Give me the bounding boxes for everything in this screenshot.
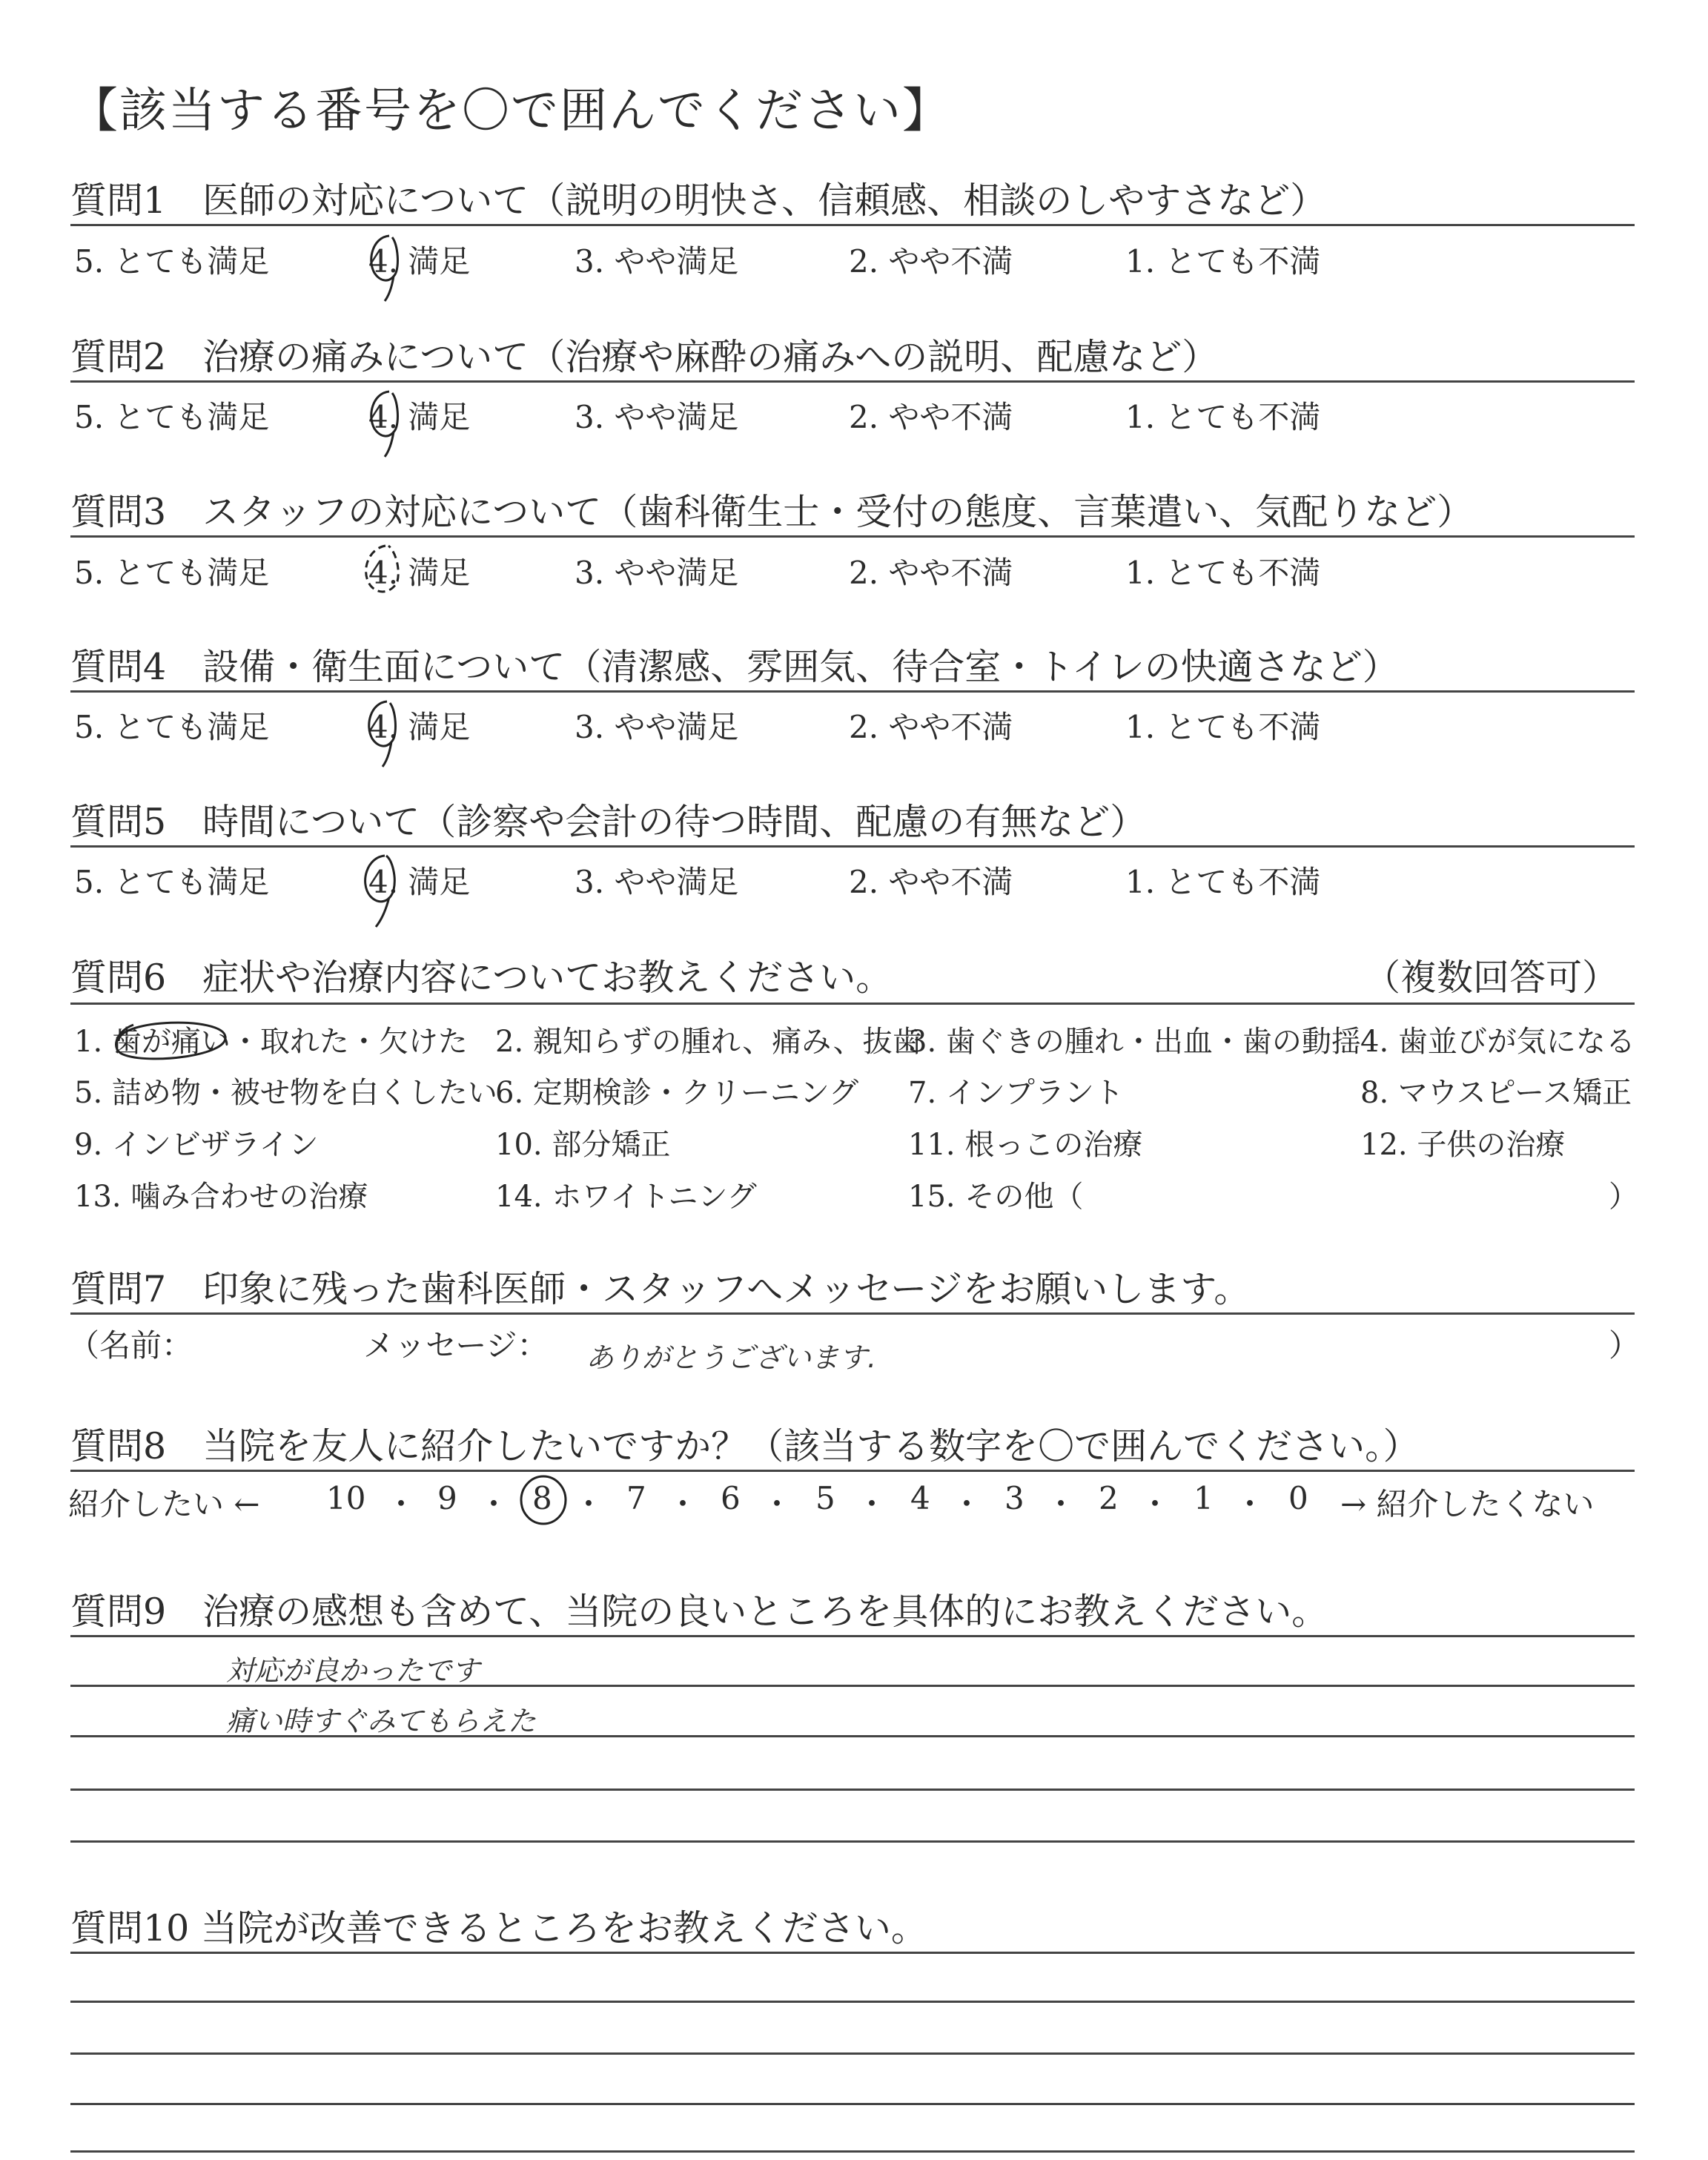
answer-line xyxy=(70,1789,1635,1791)
scale-dot: ・ xyxy=(1234,1486,1266,1522)
option-4[interactable]: 4. 満足 xyxy=(368,864,471,900)
option-5[interactable]: 5. とても満足 xyxy=(74,709,270,745)
question-7-title: 質問7 印象に残った歯科医師・スタッフへメッセージをお願いします。 xyxy=(70,1268,1251,1310)
answer-text-line-1[interactable]: 対応が良かったです xyxy=(226,1654,480,1687)
question-8-rule xyxy=(70,1470,1635,1472)
option-1[interactable]: 1. とても不満 xyxy=(1125,399,1321,435)
scale-10[interactable]: 10 xyxy=(326,1480,366,1516)
question-1-title: 質問1 医師の対応について（説明の明快さ、信頼感、相談のしやすさなど） xyxy=(70,179,1327,222)
q6-option-2[interactable]: 2. 親知らずの腫れ、痛み、抜歯 xyxy=(495,1025,922,1059)
question-9-rule xyxy=(70,1635,1635,1637)
scale-0[interactable]: 0 xyxy=(1288,1480,1308,1516)
question-3-title: 質問3 スタッフの対応について（歯科衛生士・受付の態度、言葉遣い、気配りなど） xyxy=(70,491,1474,533)
question-4-rule xyxy=(70,690,1635,693)
option-5[interactable]: 5. とても満足 xyxy=(74,555,270,591)
q6-option-4[interactable]: 4. 歯並びが気になる xyxy=(1360,1025,1635,1059)
option-1[interactable]: 1. とても不満 xyxy=(1125,864,1321,900)
q6-option-10[interactable]: 10. 部分矯正 xyxy=(495,1128,671,1162)
answer-line xyxy=(70,1840,1635,1843)
question-1-rule xyxy=(70,224,1635,226)
q6-option-7[interactable]: 7. インプラント xyxy=(908,1076,1124,1110)
question-6-rule xyxy=(70,1003,1635,1005)
selection-circle xyxy=(515,1472,575,1531)
question-6-title: 質問6 症状や治療内容についてお教えください。 xyxy=(70,957,893,999)
option-4[interactable]: 4. 満足 xyxy=(368,243,471,280)
scale-dot: ・ xyxy=(667,1486,699,1522)
option-3[interactable]: 3. やや満足 xyxy=(575,399,739,435)
scale-dot: ・ xyxy=(856,1486,888,1522)
option-3[interactable]: 3. やや満足 xyxy=(575,243,739,280)
scale-dot: ・ xyxy=(573,1486,605,1522)
option-3[interactable]: 3. やや満足 xyxy=(575,864,739,900)
question-8-title: 質問8 当院を友人に紹介したいですか？（該当する数字を〇で囲んでください。） xyxy=(70,1425,1420,1467)
scale-7[interactable]: 7 xyxy=(626,1480,646,1516)
q6-option-5[interactable]: 5. 詰め物・被せ物を白くしたい xyxy=(74,1076,497,1110)
q6-option-8[interactable]: 8. マウスピース矯正 xyxy=(1360,1076,1632,1110)
question-4-title: 質問4 設備・衛生面について（清潔感、雰囲気、待合室・トイレの快適さなど） xyxy=(70,646,1399,688)
question-3-rule xyxy=(70,535,1635,538)
q6-option-11[interactable]: 11. 根っこの治療 xyxy=(908,1128,1143,1162)
question-10-rule xyxy=(70,1952,1635,1954)
selection-mark xyxy=(357,696,417,770)
option-4[interactable]: 4. 満足 xyxy=(368,709,471,745)
option-4[interactable]: 4. 満足 xyxy=(368,555,471,591)
scale-dot: ・ xyxy=(478,1486,510,1522)
option-2[interactable]: 2. やや不満 xyxy=(849,555,1013,591)
scale-4[interactable]: 4 xyxy=(910,1480,930,1516)
question-5-title: 質問5 時間について（診察や会計の待つ時間、配慮の有無など） xyxy=(70,801,1147,843)
option-3[interactable]: 3. やや満足 xyxy=(575,709,739,745)
scale-dot: ・ xyxy=(951,1486,983,1522)
question-2-rule xyxy=(70,380,1635,383)
selection-mark xyxy=(360,386,419,460)
option-5[interactable]: 5. とても満足 xyxy=(74,243,270,280)
answer-line xyxy=(70,2001,1635,2003)
selection-mark xyxy=(352,850,419,931)
message-label: メッセージ： xyxy=(363,1327,549,1364)
q6-option-15-other[interactable]: 15. その他（ xyxy=(908,1180,1084,1214)
option-4[interactable]: 4. 満足 xyxy=(368,399,471,435)
answer-line xyxy=(70,2052,1635,2055)
q6-option-12[interactable]: 12. 子供の治療 xyxy=(1360,1128,1566,1162)
option-5[interactable]: 5. とても満足 xyxy=(74,864,270,900)
form-heading: 【該当する番号を〇で囲んでください】 xyxy=(70,84,951,139)
scale-3[interactable]: 3 xyxy=(1004,1480,1025,1516)
q6-option-13[interactable]: 13. 噛み合わせの治療 xyxy=(74,1180,368,1214)
q6-other-close: ） xyxy=(1609,1180,1638,1214)
option-2[interactable]: 2. やや不満 xyxy=(849,399,1013,435)
selection-mark xyxy=(360,230,419,304)
option-1[interactable]: 1. とても不満 xyxy=(1125,555,1321,591)
option-2[interactable]: 2. やや不満 xyxy=(849,709,1013,745)
scale-dot: ・ xyxy=(1139,1486,1171,1522)
scale-right-label: → 紹介したくない xyxy=(1340,1486,1595,1522)
scale-2[interactable]: 2 xyxy=(1099,1480,1119,1516)
q6-option-14[interactable]: 14. ホワイトニング xyxy=(495,1180,757,1214)
multiple-answers-note: （複数回答可） xyxy=(1364,957,1619,999)
answer-text-line-2[interactable]: 痛い時すぐみてもらえた xyxy=(226,1705,537,1737)
q6-option-9[interactable]: 9. インビザライン xyxy=(74,1128,319,1162)
scale-9[interactable]: 9 xyxy=(437,1480,457,1516)
answer-line xyxy=(70,2150,1635,2153)
answer-line xyxy=(70,2103,1635,2105)
selection-mark xyxy=(354,540,421,614)
question-5-rule xyxy=(70,845,1635,848)
scale-dot: ・ xyxy=(1045,1486,1077,1522)
option-2[interactable]: 2. やや不満 xyxy=(849,243,1013,280)
scale-5[interactable]: 5 xyxy=(815,1480,835,1516)
scale-dot: ・ xyxy=(385,1486,417,1522)
question-10-title: 質問10 当院が改善できるところをお教えください。 xyxy=(70,1907,927,1949)
message-close: ） xyxy=(1609,1327,1641,1364)
question-9-title: 質問9 治療の感想も含めて、当院の良いところを具体的にお教えください。 xyxy=(70,1591,1328,1633)
q6-option-6[interactable]: 6. 定期検診・クリーニング xyxy=(495,1076,859,1110)
q6-option-3[interactable]: 3. 歯ぐきの腫れ・出血・歯の動揺 xyxy=(908,1025,1361,1059)
scale-1[interactable]: 1 xyxy=(1194,1480,1214,1516)
scale-dot: ・ xyxy=(761,1486,793,1522)
q6-option-1[interactable]: 1. 歯が痛い・取れた・欠けた xyxy=(74,1025,468,1059)
question-2-title: 質問2 治療の痛みについて（治療や麻酔の痛みへの説明、配慮など） xyxy=(70,336,1219,378)
selection-circle xyxy=(104,1010,237,1077)
scale-left-label: 紹介したい ← xyxy=(68,1486,260,1522)
option-2[interactable]: 2. やや不満 xyxy=(849,864,1013,900)
option-1[interactable]: 1. とても不満 xyxy=(1125,709,1321,745)
scale-6[interactable]: 6 xyxy=(721,1480,741,1516)
option-5[interactable]: 5. とても満足 xyxy=(74,399,270,435)
question-7-rule xyxy=(70,1312,1635,1315)
scale-8[interactable]: 8 xyxy=(532,1480,552,1516)
option-1[interactable]: 1. とても不満 xyxy=(1125,243,1321,280)
option-3[interactable]: 3. やや満足 xyxy=(575,555,739,591)
name-label: （名前： xyxy=(68,1327,193,1364)
message-text[interactable]: ありがとうございます. xyxy=(586,1341,877,1374)
